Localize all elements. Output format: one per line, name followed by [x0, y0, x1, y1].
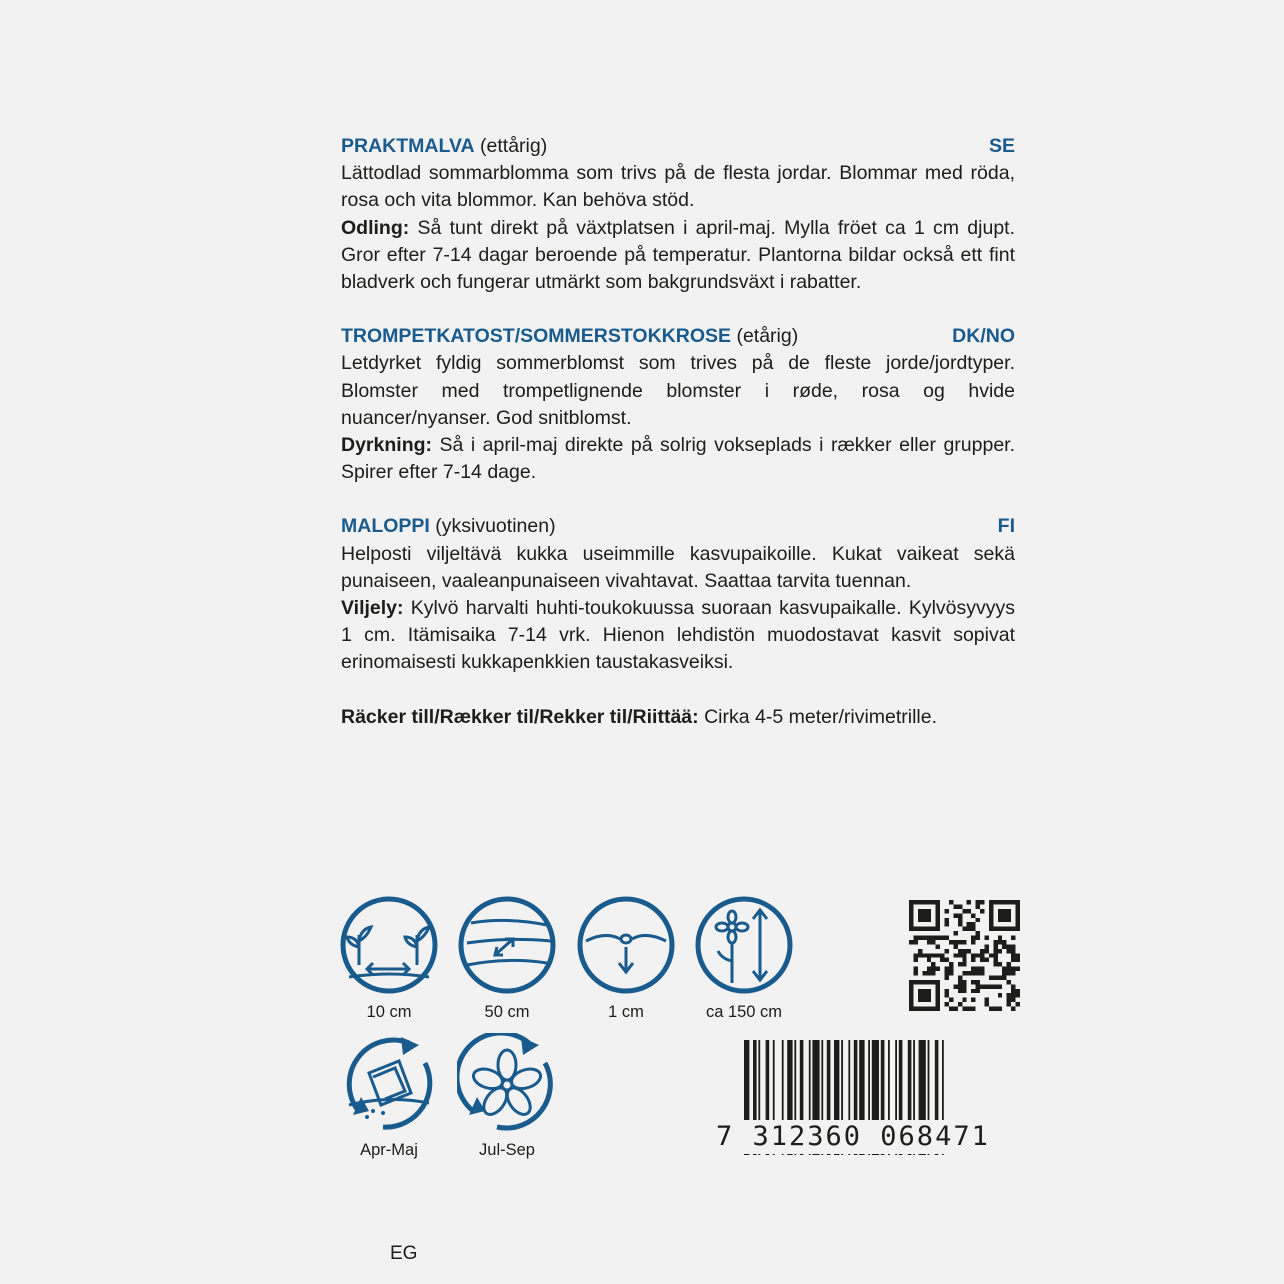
flowering-time-icon	[457, 1033, 557, 1133]
description: Lättodlad sommarblomma som trivs på de flesta jordar. Blommar med röda, rosa och vita blommor. Kan behöva stöd.	[341, 162, 1015, 212]
section-title-group	[341, 133, 547, 160]
sowing-depth	[576, 895, 676, 1022]
row-spacing-label: 50 cm	[484, 1003, 530, 1021]
lifecycle-note: (yksivuotinen)	[435, 515, 556, 538]
coverage-label: Räcker till/Rækker til/Rekker til/Riittää:	[341, 705, 699, 728]
plant-height-icon	[694, 895, 794, 995]
flowering-time	[457, 1033, 557, 1160]
cultivation-paragraph	[341, 595, 1015, 677]
section-heading	[341, 513, 1015, 540]
cultivation-text: Så tunt direkt på växtplatsen i april-maj. Mylla fröet ca 1 cm djupt. Gror efter 7-14 dagar beroende på temperatur. Plantorna bildar också ett fint bladverk och fungerar utmärkt som bakgrundsväxt i rabatter.	[341, 216, 1015, 294]
flowering-time-label: Jul-Sep	[479, 1141, 535, 1159]
cultivation-paragraph	[341, 215, 1015, 297]
lifecycle-note: (etårig)	[736, 325, 799, 348]
species-name: MALOPPI	[341, 515, 430, 538]
coverage-value: Cirka 4-5 meter/rivimetrille.	[704, 705, 938, 728]
sowing-time-icon	[339, 1033, 439, 1133]
section-finnish	[341, 513, 1015, 676]
section-title-group	[341, 513, 556, 540]
section-heading	[341, 323, 1015, 350]
section-heading	[341, 133, 1015, 160]
section-swedish	[341, 133, 1015, 296]
plant-spacing	[339, 895, 439, 1022]
description: Letdyrket fyldig sommerblomst som trives på de fleste jorde/jordtyper. Blomster med trompetlignende blomster i røde, rosa og hvide nuancer/nyanser. God snitblomst.	[341, 352, 1015, 429]
language-code: FI	[997, 515, 1015, 538]
species-name: TROMPETKATOST/SOMMERSTOKKROSE	[341, 325, 732, 348]
species-name: PRAKTMALVA	[341, 135, 475, 157]
cultivation-label: Dyrkning:	[341, 434, 433, 457]
footer-code: EG	[390, 1243, 418, 1264]
coverage-line	[341, 704, 1015, 731]
cultivation-text: Så i april-maj direkte på solrig vokseplads i rækker eller grupper. Spirer efter 7-14 dage.	[341, 434, 1015, 484]
plant-spacing-icon	[339, 895, 439, 995]
sowing-depth-label: 1 cm	[608, 1003, 644, 1021]
section-title-group	[341, 323, 798, 350]
sowing-depth-icon	[576, 895, 676, 995]
qr-code	[909, 900, 1020, 1011]
cultivation-paragraph	[341, 432, 1015, 486]
sowing-time	[339, 1033, 439, 1160]
plant-spacing-label: 10 cm	[366, 1003, 412, 1021]
barcode-number: 7 312360 068471	[716, 1120, 1016, 1154]
seed-packet-text	[341, 133, 1015, 731]
cultivation-label: Odling:	[341, 216, 410, 239]
row-spacing	[457, 895, 557, 1022]
description: Helposti viljeltävä kukka useimmille kasvupaikoille. Kukat vaikeat sekä punaiseen, vaaleanpunaiseen vivahtavat. Saattaa tarvita tuennan.	[341, 542, 1015, 592]
sowing-time-label: Apr-Maj	[360, 1141, 418, 1159]
row-spacing-icon	[457, 895, 557, 995]
section-danish-norwegian	[341, 323, 1015, 486]
cultivation-label: Viljely:	[341, 597, 404, 620]
plant-height	[694, 895, 794, 1022]
cultivation-text: Kylvö harvalti huhti-toukokuussa suoraan kasvupaikalle. Kylvösyvyys 1 cm. Itämisaika 7-14 vrk. Hienon lehdistön muodostavat kasvit sopivat erinomaisesti kukkapenkkien taustakasveiksi.	[341, 597, 1015, 674]
language-code: DK/NO	[952, 325, 1015, 348]
lifecycle-note: (ettårig)	[480, 135, 548, 157]
plant-height-label: ca 150 cm	[705, 1003, 783, 1021]
language-code: SE	[988, 135, 1015, 157]
